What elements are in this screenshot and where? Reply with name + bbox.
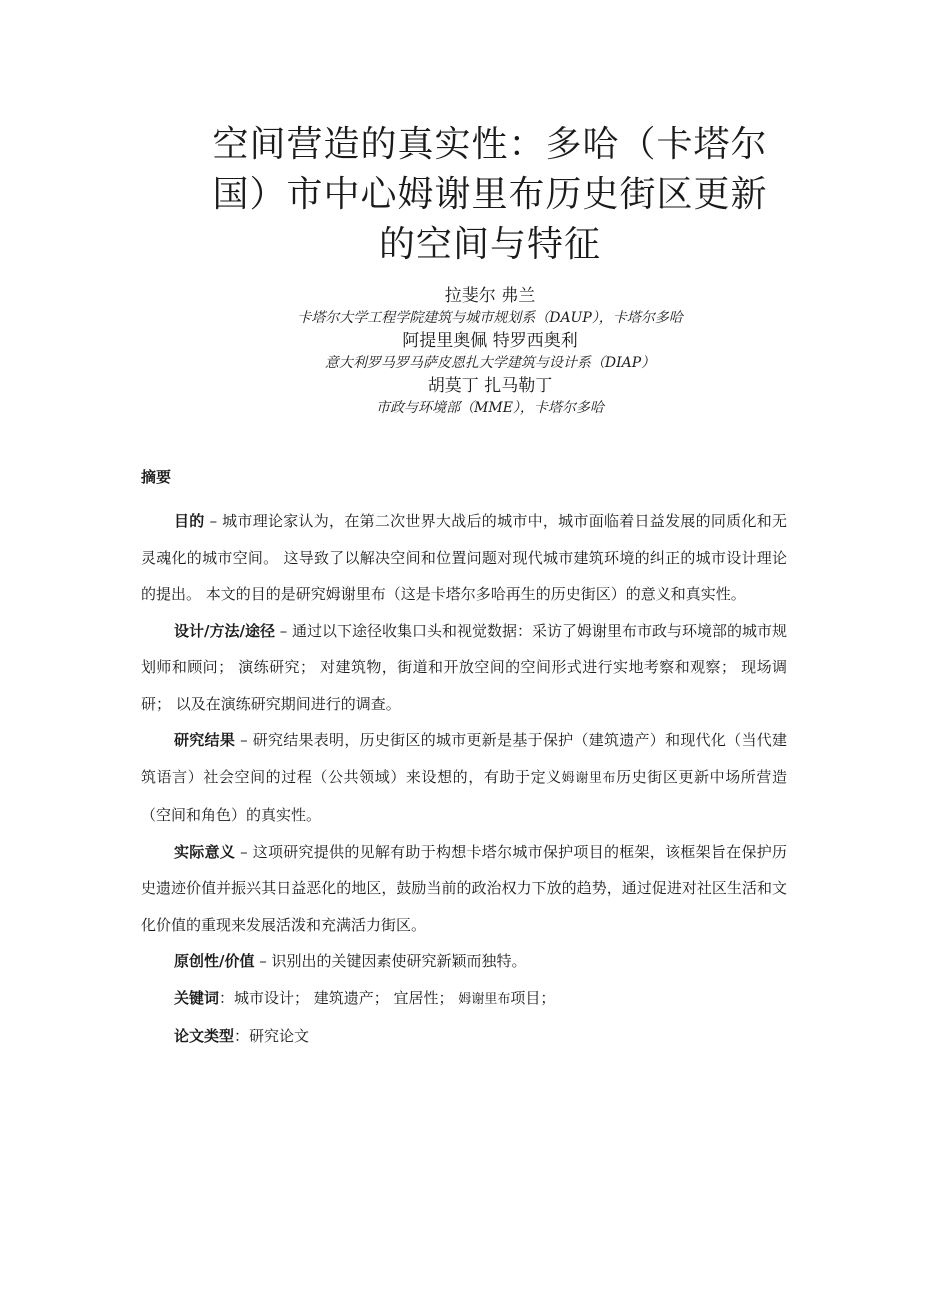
abstract-heading: 摘要 [141,468,172,486]
paper-title [190,120,790,270]
design-text: – 通过以下途径收集口头和视觉数据：采访了姆谢里布市政与环境部的城市规划师和顾问； 演练研究； 对建筑物，街道和开放空间的空间形式进行实地考察和观察； 现场调研； 以及在演练研究期间进行的调查。 [141,621,788,713]
abstract-design [141,613,787,723]
author-name: 阿提里奥佩 特罗西奥利 [402,331,578,351]
author-affiliation: 意大利罗马罗马萨皮恩扎大学建筑与设计系（DIAP） [324,355,656,371]
originality-text: – 识别出的关键因素使研究新颖而独特。 [254,952,527,970]
author-block [200,285,780,420]
author-name: 胡莫丁 扎马勒丁 [427,376,553,396]
author-name: 拉斐尔 弗兰 [444,286,536,306]
title-line-1: 空间营造的真实性：多哈（卡塔尔 [212,124,768,165]
practical-text: – 这项研究提供的见解有助于构想卡塔尔城市保护项目的框架，该框架旨在保护历史遗迹价值并振兴其日益恶化的地区，鼓励当前的政治权力下放的趋势，通过促进对社区生活和文化价值的重现来发展活泼和充满活力街区。 [141,842,787,934]
purpose-text: – 城市理论家认为，在第二次世界大战后的城市中，城市面临着日益发展的同质化和无灵魂化的城市空间。 这导致了以解决空间和位置问题对现代城市建筑环境的纠正的城市设计理论的提出。 本文的目的是研究姆谢里布（这是卡塔尔多哈再生的历史街区）的意义和真实性。 [141,512,787,603]
keywords-label: 关键词 [174,988,220,1007]
design-label: 设计/方法/途径 [174,621,275,640]
abstract-purpose [141,503,787,613]
findings-label: 研究结果 [174,731,236,749]
author-affiliation: 市政与环境部（MME），卡塔尔多哈 [376,400,604,416]
keywords-term: 姆谢里布 [458,991,511,1007]
abstract-originality [141,943,787,980]
abstract-findings [141,722,787,834]
findings-text-end: 历史街区更新中场所营造（空间和角色）的真实性。 [141,767,787,824]
findings-text: – 研究结果表明，历史街区的城市更新是基于保护（建筑遗产）和现代化（当代建筑语言）社会空间的过程（公共领域）来设想的，有助于定义 [141,731,787,786]
abstract-practical [141,834,787,944]
keywords [141,980,787,1019]
author-affiliation: 卡塔尔大学工程学院建筑与城市规划系（DAUP），卡塔尔多哈 [297,310,683,326]
title-line-2: 国）市中心姆谢里布历史街区更新 [212,174,768,215]
keywords-text: ：城市设计； 建筑遗产； 宜居性； [219,988,459,1007]
purpose-label: 目的 [174,512,205,530]
keywords-text-end: 项目； [510,988,556,1007]
paper-type-text: ：研究论文 [234,1027,310,1045]
paper-type-label: 论文类型 [174,1027,235,1045]
practical-label: 实际意义 [174,842,236,861]
abstract-section [141,465,787,1055]
paper-type [141,1018,787,1055]
findings-term: 姆谢里布 [561,770,617,786]
title-line-3: 的空间与特征 [378,224,601,265]
originality-label: 原创性/价值 [174,952,255,970]
